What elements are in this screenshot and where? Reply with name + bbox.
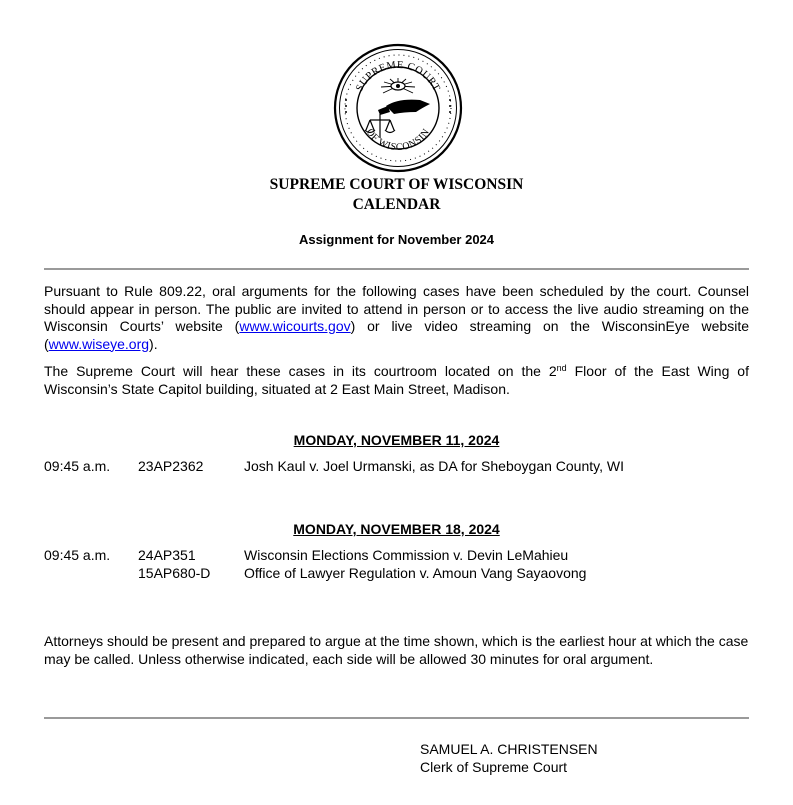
case-number: 15AP680-D xyxy=(138,565,211,581)
intro-text-3: ). xyxy=(149,335,158,352)
closing-paragraph: Attorneys should be present and prepared to argue at the time shown, which is the earliest hour at which the case may be called. Unless otherwise indicated, each side will be allowed 30 minutes for oral argument. xyxy=(44,633,749,667)
seal-emblem-icon xyxy=(332,42,464,174)
session-date: MONDAY, NOVEMBER 11, 2024 xyxy=(293,432,500,448)
case-number: 24AP351 xyxy=(138,547,196,563)
divider xyxy=(44,268,749,270)
seal-top-text: SUPREME COURT xyxy=(354,59,442,94)
seal-bottom-text: OF WISCONSIN xyxy=(363,126,433,154)
court-seal xyxy=(332,42,464,174)
case-time: 09:45 a.m. xyxy=(44,547,111,563)
ordinal-suffix: nd xyxy=(556,363,567,373)
location-text-2: Floor of the East Wing of Wisconsin’s State Capitol building, situated at 2 East Main Street, Madison. xyxy=(44,363,749,397)
case-title: Office of Lawyer Regulation v. Amoun Vang Sayaovong xyxy=(244,565,587,581)
case-time: 09:45 a.m. xyxy=(44,458,111,474)
divider xyxy=(44,717,749,719)
wiseye-link[interactable]: www.wiseye.org xyxy=(48,335,150,352)
clerk-name: SAMUEL A. CHRISTENSEN xyxy=(420,741,598,757)
session-date: MONDAY, NOVEMBER 18, 2024 xyxy=(293,521,500,537)
assignment-heading: Assignment for November 2024 xyxy=(298,232,495,247)
intro-paragraph xyxy=(44,283,749,353)
case-title: Josh Kaul v. Joel Urmanski, as DA for Sheboygan County, WI xyxy=(244,458,624,474)
location-text-1: The Supreme Court will hear these cases in its courtroom located on the 2 xyxy=(44,363,557,379)
wicourts-link[interactable]: www.wicourts.gov xyxy=(239,318,351,334)
location-paragraph xyxy=(44,363,749,398)
court-name: SUPREME COURT OF WISCONSIN xyxy=(269,176,524,193)
case-title: Wisconsin Elections Commission v. Devin LeMahieu xyxy=(244,547,569,563)
intro-text-2: ) or live video streaming on the WisconsinEye website ( xyxy=(44,318,749,352)
intro-text-1: Pursuant to Rule 809.22, oral arguments for the following cases have been scheduled by the court. Counsel should appear in person. The public are invited to attend in person or to access the live audio streaming on the Wisconsin Courts’ website ( xyxy=(44,283,749,334)
case-number: 23AP2362 xyxy=(138,458,204,474)
clerk-title: Clerk of Supreme Court xyxy=(420,759,568,775)
calendar-heading: CALENDAR xyxy=(352,196,441,213)
